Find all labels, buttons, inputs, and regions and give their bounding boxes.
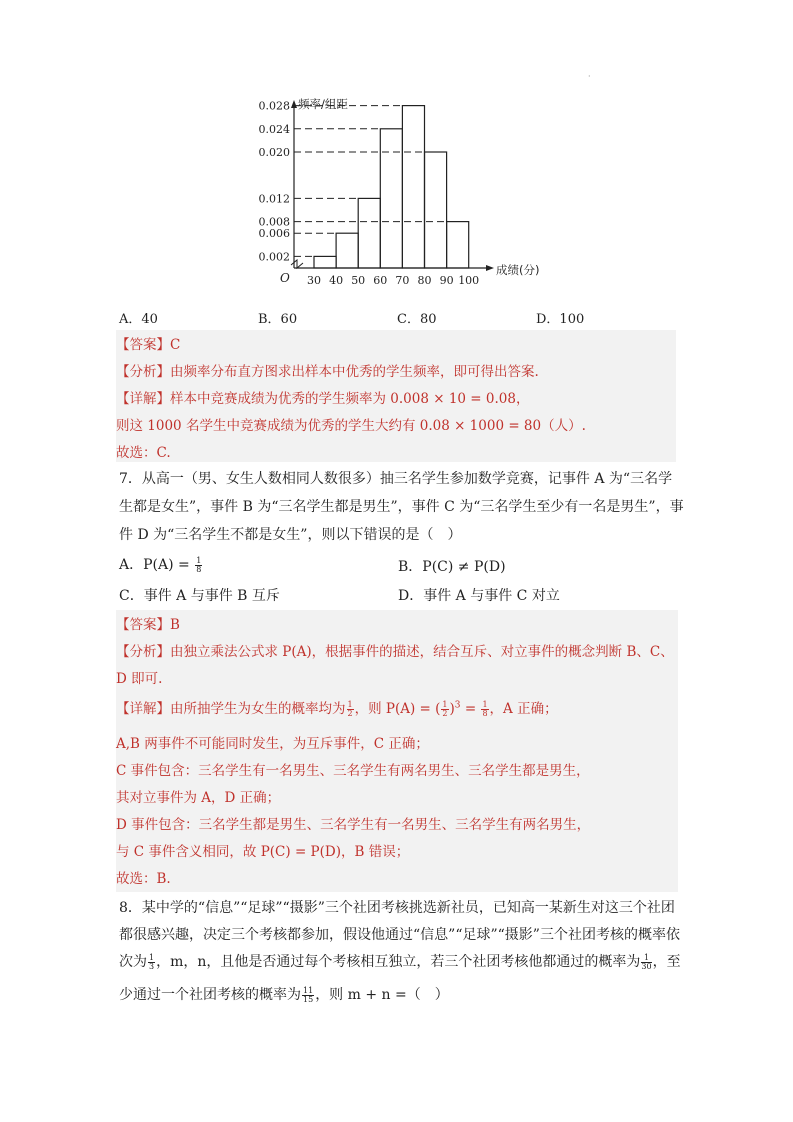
q8-line-2: 都很感兴趣，决定三个考核都参加，假设他通过“信息”“足球”“摄影”三个社团考核的概率依 bbox=[119, 927, 680, 943]
x-tick-label-3: 60 bbox=[373, 274, 388, 287]
x-tick-label-7: 100 bbox=[458, 274, 480, 287]
q6-option-b[interactable]: B．60 bbox=[258, 312, 298, 327]
q7-detail-line-5: D 事件包含：三名学生都是男生、三名学生有一名男生、三名学生有两名男生， bbox=[116, 817, 591, 833]
q7-line-1: 7．从高一（男、女生人数相同人数很多）抽三名学生参加数学竞赛，记事件 A 为“三名学 bbox=[119, 471, 673, 487]
answer-value: B bbox=[170, 617, 180, 633]
q7-answer-line bbox=[116, 613, 180, 633]
detail-text-e: = bbox=[460, 701, 481, 717]
histogram-bar-3 bbox=[380, 129, 402, 268]
q6-option-c[interactable]: C．80 bbox=[397, 312, 437, 327]
y-axis-arrow bbox=[291, 100, 297, 108]
x-tick-label-4: 70 bbox=[395, 274, 410, 287]
analysis-tag: 【分析】 bbox=[116, 364, 170, 380]
histogram-bar-1 bbox=[336, 233, 358, 268]
x-axis-arrow bbox=[486, 265, 494, 271]
x-axis-label: 成绩(分) bbox=[496, 263, 540, 277]
analysis-text: 由独立乘法公式求 P(A)，根据事件的描述，结合互斥、对立事件的概念判断 B、C、 bbox=[170, 644, 674, 660]
histogram-bar-4 bbox=[402, 106, 424, 268]
x-tick-label-6: 90 bbox=[439, 274, 454, 287]
q6-detail-line-1 bbox=[116, 387, 529, 407]
q7-option-a-prefix: A．P(A) = bbox=[119, 557, 195, 573]
q8-line-3-b: ，m，n，且他是否通过每个考核相互独立，若三个社团考核他都通过的概率为 bbox=[156, 954, 641, 970]
detail-text-b: ，则 P(A) = ( bbox=[354, 701, 441, 717]
y-tick-label-4: 0.020 bbox=[258, 146, 290, 159]
q7-option-a[interactable] bbox=[119, 554, 203, 574]
x-tick-label-1: 40 bbox=[329, 274, 344, 287]
x-tick-label-0: 30 bbox=[307, 274, 321, 287]
detail-text-f: ，A 正确； bbox=[489, 701, 558, 717]
q7-solution-block bbox=[116, 610, 678, 892]
histogram-bar-6 bbox=[447, 222, 469, 268]
q6-option-d[interactable]: D．100 bbox=[536, 312, 585, 327]
exponent: 3 bbox=[454, 700, 461, 711]
y-tick-label-3: 0.012 bbox=[258, 192, 290, 206]
histogram-bar-0 bbox=[314, 256, 336, 268]
q7-detail-line-1 bbox=[116, 697, 558, 718]
q7-option-c[interactable]: C．事件 A 与事件 B 互斥 bbox=[119, 588, 280, 604]
y-tick-label-1: 0.006 bbox=[258, 227, 290, 241]
q8-line-4-b: ，则 m + n =（ ） bbox=[315, 987, 449, 1003]
q7-option-b[interactable]: B．P(C) ≠ P(D) bbox=[398, 559, 506, 575]
frac-num: 1 bbox=[149, 952, 155, 962]
fraction-one-thirtieth bbox=[641, 954, 651, 971]
y-tick-label-0: 0.002 bbox=[258, 250, 290, 264]
x-tick-label-5: 80 bbox=[417, 274, 432, 287]
q6-answer-line bbox=[116, 333, 180, 353]
q8-line-4 bbox=[119, 984, 449, 1004]
y-tick-label-2: 0.008 bbox=[258, 215, 290, 229]
q6-detail-line-2: 则这 1000 名学生中竞赛成绩为优秀的学生大约有 0.08 × 1000 = 80（人）. bbox=[116, 418, 586, 434]
q6-solution-block bbox=[116, 330, 676, 462]
frac-den: 2 bbox=[347, 709, 353, 718]
answer-tag: 【答案】 bbox=[116, 617, 170, 633]
y-tick-label-5: 0.024 bbox=[258, 122, 290, 136]
frac-den: 15 bbox=[303, 994, 314, 1004]
frac-den: 2 bbox=[442, 709, 448, 718]
detail-text-c: ) bbox=[449, 701, 455, 717]
q7-line-2: 生都是女生”，事件 B 为“三名学生都是男生”，事件 C 为“三名学生至少有一名是男生”，事 bbox=[119, 499, 684, 515]
q7-option-d[interactable]: D．事件 A 与事件 C 对立 bbox=[398, 588, 560, 604]
y-axis-label: 频率/组距 bbox=[298, 97, 348, 111]
q7-conclusion: 故选：B. bbox=[116, 871, 171, 887]
frac-den: 30 bbox=[641, 961, 652, 971]
q7-detail-line-4: 其对立事件为 A，D 正确； bbox=[116, 790, 281, 806]
q8-line-1: 8．某中学的“信息”“足球”“摄影”三个社团考核挑选新社员，已知高一某新生对这三个社团 bbox=[119, 900, 675, 916]
analysis-tag: 【分析】 bbox=[116, 644, 170, 660]
q6-option-a[interactable]: A．40 bbox=[119, 312, 158, 327]
fraction-one-third bbox=[148, 954, 155, 971]
frac-num: 1 bbox=[347, 700, 353, 709]
histogram-bar-5 bbox=[425, 152, 447, 268]
y-tick-label-6: 0.028 bbox=[258, 99, 290, 113]
fraction-one-half bbox=[347, 701, 354, 718]
frequency-histogram bbox=[258, 92, 546, 304]
answer-tag: 【答案】 bbox=[116, 337, 170, 353]
q6-conclusion: 故选：C. bbox=[116, 445, 171, 461]
frac-num: 1 bbox=[482, 700, 488, 709]
answer-value: C bbox=[170, 337, 181, 353]
detail-text-a: 由所抽学生为女生的概率均为 bbox=[170, 701, 346, 717]
frac-den: 3 bbox=[149, 961, 155, 971]
q8-line-3 bbox=[119, 951, 681, 971]
q6-analysis-line bbox=[116, 360, 539, 380]
frac-den: 8 bbox=[482, 709, 488, 718]
q7-detail-line-6: 与 C 事件含义相同，故 P(C) = P(D)，B 错误； bbox=[116, 844, 410, 860]
q7-line-3: 件 D 为“三名学生不都是女生”，则以下错误的是（ ） bbox=[119, 527, 462, 543]
fraction-one-eighth-result bbox=[481, 701, 488, 718]
fraction-one-half-inner bbox=[441, 701, 448, 718]
histogram-bar-2 bbox=[358, 198, 380, 268]
frac-num: 1 bbox=[641, 954, 651, 963]
frac-num: 1 bbox=[442, 700, 448, 709]
frac-den: 8 bbox=[196, 564, 202, 574]
frac-num: 1 bbox=[196, 555, 202, 565]
frac-num: 11 bbox=[303, 985, 314, 995]
fraction-one-eighth bbox=[195, 557, 202, 574]
q8-line-3-a: 次为 bbox=[119, 954, 147, 970]
detail-tag: 【详解】 bbox=[116, 701, 170, 717]
q7-detail-line-3: C 事件包含：三名学生有一名男生、三名学生有两名男生、三名学生都是男生， bbox=[116, 763, 590, 779]
x-tick-label-2: 50 bbox=[351, 274, 366, 287]
origin-label: O bbox=[280, 271, 290, 285]
page-mark: · bbox=[588, 72, 591, 81]
detail-text: 样本中竞赛成绩为优秀的学生频率为 0.008 × 10 = 0.08， bbox=[170, 391, 530, 407]
q7-detail-line-2: A,B 两事件不可能同时发生，为互斥事件，C 正确； bbox=[116, 736, 429, 752]
analysis-text: 由频率分布直方图求出样本中优秀的学生频率，即可得出答案. bbox=[170, 364, 539, 380]
fraction-eleven-fifteenths bbox=[302, 987, 314, 1004]
q8-line-3-c: ，至 bbox=[652, 954, 681, 970]
q7-analysis-line-1 bbox=[116, 640, 674, 660]
axis-break-icon bbox=[291, 260, 303, 268]
q7-analysis-line-2: D 即可. bbox=[116, 671, 163, 687]
q8-line-4-a: 少通过一个社团考核的概率为 bbox=[119, 987, 301, 1003]
detail-tag: 【详解】 bbox=[116, 391, 170, 407]
